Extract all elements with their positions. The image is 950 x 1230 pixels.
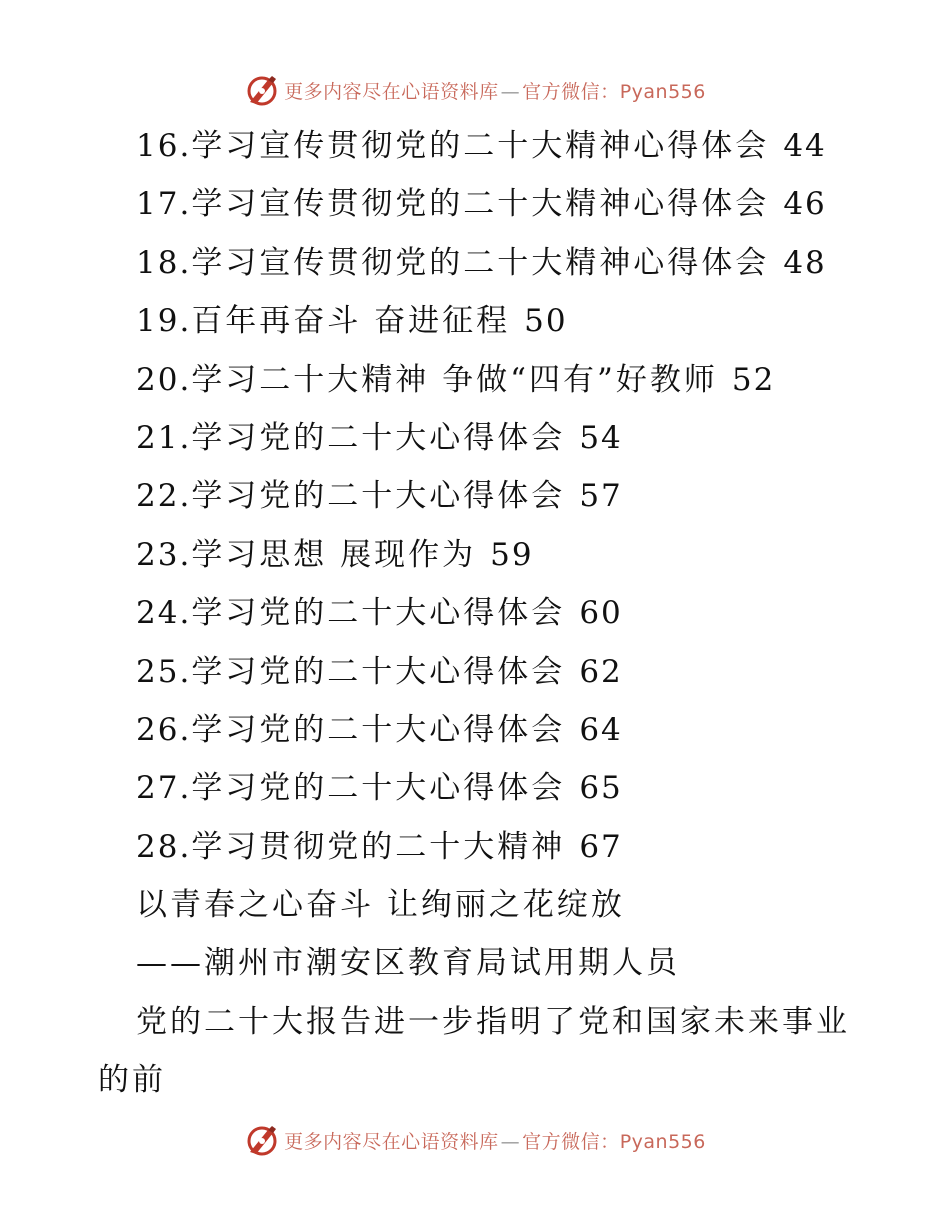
toc-title: 学习党的二十大心得体会 xyxy=(191,653,566,690)
pen-logo-icon xyxy=(244,72,280,108)
toc-title: 百年再奋斗 奋进征程 xyxy=(191,303,511,340)
toc-number: 28. xyxy=(136,828,192,865)
toc-number: 27. xyxy=(136,770,192,807)
toc-item[interactable] xyxy=(0,467,950,525)
toc-title: 学习宣传贯彻党的二十大精神心得体会 xyxy=(191,128,770,164)
toc-page-number: 52 xyxy=(731,361,776,398)
banner-separator: — xyxy=(500,80,521,103)
toc-item[interactable] xyxy=(0,584,950,642)
toc-page-number: 44 xyxy=(783,128,827,164)
banner-wechat-label: 官方微信： xyxy=(522,80,620,103)
toc-page-number: 62 xyxy=(579,653,623,690)
toc-item[interactable] xyxy=(0,409,950,467)
toc-number: 21. xyxy=(136,419,192,456)
banner-wechat-label: 官方微信： xyxy=(522,1130,620,1153)
banner-brand: 更多内容尽在心语资料库 xyxy=(284,80,499,103)
toc-item[interactable] xyxy=(0,526,950,584)
toc-page-number: 65 xyxy=(579,770,623,807)
toc-title: 学习党的二十大心得体会 xyxy=(191,595,566,632)
toc-number: 22. xyxy=(136,478,192,515)
toc-title: 学习贯彻党的二十大精神 xyxy=(191,828,566,865)
toc-item[interactable] xyxy=(0,234,950,292)
toc-item[interactable] xyxy=(0,117,950,175)
toc-page-number: 59 xyxy=(490,536,534,573)
banner-separator: — xyxy=(500,1130,521,1153)
toc-number: 20. xyxy=(136,361,192,398)
toc-page-number: 57 xyxy=(579,478,623,515)
banner-brand: 更多内容尽在心语资料库 xyxy=(284,1130,499,1153)
banner-wechat-id: Pyan556 xyxy=(619,80,706,103)
toc-title: 学习二十大精神 争做“四有”好教师 xyxy=(191,361,718,398)
toc-title: 学习党的二十大心得体会 xyxy=(191,770,566,807)
toc-number: 18. xyxy=(136,244,192,281)
article-author: ——潮州市潮安区教育局试用期人员 xyxy=(136,945,680,982)
toc-page-number: 67 xyxy=(579,828,623,865)
toc-title: 学习党的二十大心得体会 xyxy=(191,478,566,515)
toc-page-number: 64 xyxy=(579,711,623,748)
toc-number: 17. xyxy=(136,186,192,223)
toc-page-number: 54 xyxy=(579,419,623,456)
banner-text xyxy=(284,1127,706,1154)
toc-item[interactable] xyxy=(0,759,950,817)
toc-item[interactable] xyxy=(0,351,950,409)
document-body xyxy=(0,117,950,1110)
article-title: 以青春之心奋斗 让绚丽之花绽放 xyxy=(136,887,625,924)
toc-item[interactable] xyxy=(0,818,950,876)
paragraph-wrap-line: 的前 xyxy=(98,1062,166,1099)
toc-title: 学习思想 展现作为 xyxy=(191,536,477,573)
toc-item[interactable] xyxy=(0,701,950,759)
toc-page-number: 48 xyxy=(783,244,827,281)
banner-text xyxy=(284,77,706,104)
toc-title: 学习党的二十大心得体会 xyxy=(191,419,566,456)
toc-number: 23. xyxy=(136,536,192,573)
watermark-banner-top xyxy=(0,70,950,110)
toc-number: 25. xyxy=(136,653,192,690)
toc-item[interactable] xyxy=(0,175,950,233)
toc-item[interactable] xyxy=(0,643,950,701)
toc-number: 26. xyxy=(136,711,192,748)
toc-page-number: 50 xyxy=(524,303,568,340)
pen-logo-icon xyxy=(244,1122,280,1158)
toc-number: 19. xyxy=(136,303,192,340)
toc-title: 学习宣传贯彻党的二十大精神心得体会 xyxy=(191,186,770,223)
toc-number: 24. xyxy=(136,595,192,632)
toc-page-number: 46 xyxy=(783,186,827,223)
toc-page-number: 60 xyxy=(579,595,623,632)
banner-wechat-id: Pyan556 xyxy=(619,1130,706,1153)
toc-title: 学习党的二十大心得体会 xyxy=(191,711,566,748)
toc-number: 16. xyxy=(136,128,192,164)
paragraph-first-line: 党的二十大报告进一步指明了党和国家未来事业 xyxy=(136,1003,850,1040)
toc-item[interactable] xyxy=(0,292,950,350)
toc-title: 学习宣传贯彻党的二十大精神心得体会 xyxy=(191,244,770,281)
watermark-banner-bottom xyxy=(0,1120,950,1160)
